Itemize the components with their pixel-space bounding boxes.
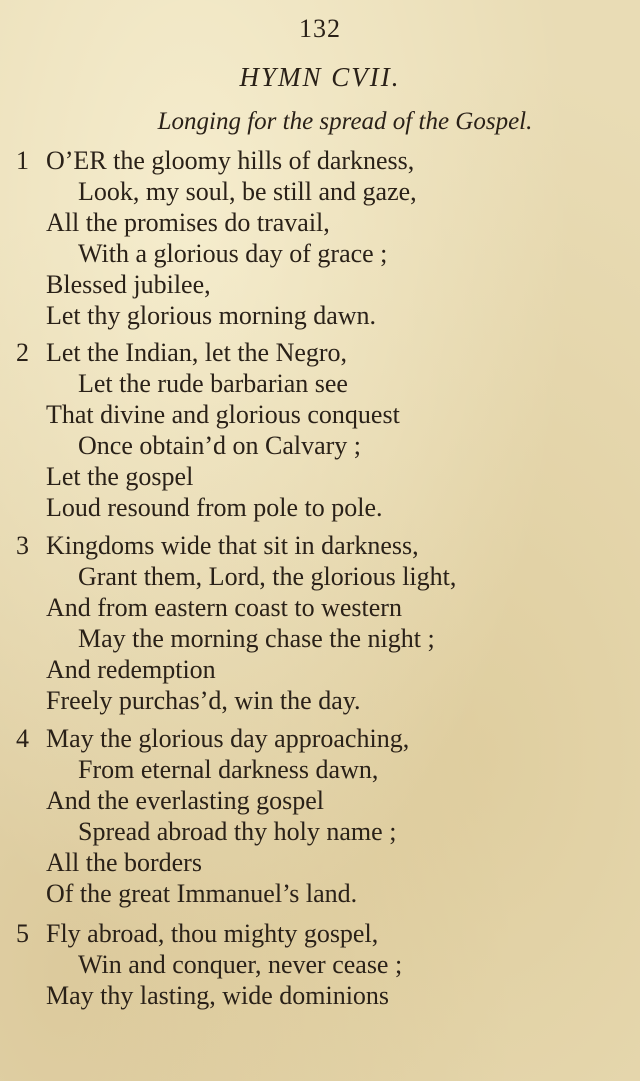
hymn-title: HYMN CVII.: [239, 62, 401, 92]
verse-line: Freely purchas’d, win the day.: [46, 686, 361, 715]
verse-line: Look, my soul, be still and gaze,: [78, 177, 417, 206]
verse-line: Once obtain’d on Calvary ;: [78, 431, 362, 460]
verse-line: And from eastern coast to western: [46, 593, 402, 622]
verse-line: May thy lasting, wide dominions: [46, 981, 390, 1010]
verse-line: Win and conquer, never cease ;: [78, 950, 403, 979]
verse-line: Blessed jubilee,: [46, 270, 211, 299]
stanza-number: 5: [16, 919, 29, 948]
verse-line: Loud resound from pole to pole.: [46, 493, 383, 522]
verse-line: Kingdoms wide that sit in darkness,: [46, 531, 419, 560]
verse-line: Of the great Immanuel’s land.: [46, 879, 358, 908]
verse-line: And redemption: [46, 655, 216, 684]
verse-line: Let the rude barbarian see: [78, 369, 348, 398]
stanza-number: 1: [16, 146, 29, 175]
verse-line: All the promises do travail,: [46, 208, 330, 237]
verse-line: All the borders: [46, 848, 202, 877]
verse-line: Grant them, Lord, the glorious light,: [78, 562, 457, 591]
stanza-number: 2: [16, 338, 29, 367]
stanza-3: [0, 530, 640, 716]
verse-line: And the everlasting gospel: [46, 786, 324, 815]
verse-line: With a glorious day of grace ;: [78, 239, 388, 268]
stanza-number: 3: [16, 531, 29, 560]
verse-line: May the glorious day approaching,: [46, 724, 410, 753]
verse-line: That divine and glorious conquest: [46, 400, 400, 429]
stanza-1: [0, 145, 640, 331]
verse-line: O’ER the gloomy hills of darkness,: [46, 146, 415, 175]
stanza-4: [0, 723, 640, 909]
stanza-2: [0, 337, 640, 523]
verse-line: Let the gospel: [46, 462, 194, 491]
stanza-5: [0, 918, 640, 1011]
verse-line: From eternal darkness dawn,: [78, 755, 379, 784]
verse-line: Spread abroad thy holy name ;: [78, 817, 397, 846]
verse-line: Let the Indian, let the Negro,: [46, 338, 348, 367]
verse-line: Fly abroad, thou mighty gospel,: [46, 919, 379, 948]
hymn-subtitle: Longing for the spread of the Gospel.: [157, 108, 533, 135]
verse-line: Let thy glorious morning dawn.: [46, 301, 377, 330]
verse-line: May the morning chase the night ;: [78, 624, 435, 653]
page-number: 132: [299, 14, 341, 43]
stanza-number: 4: [16, 724, 29, 753]
